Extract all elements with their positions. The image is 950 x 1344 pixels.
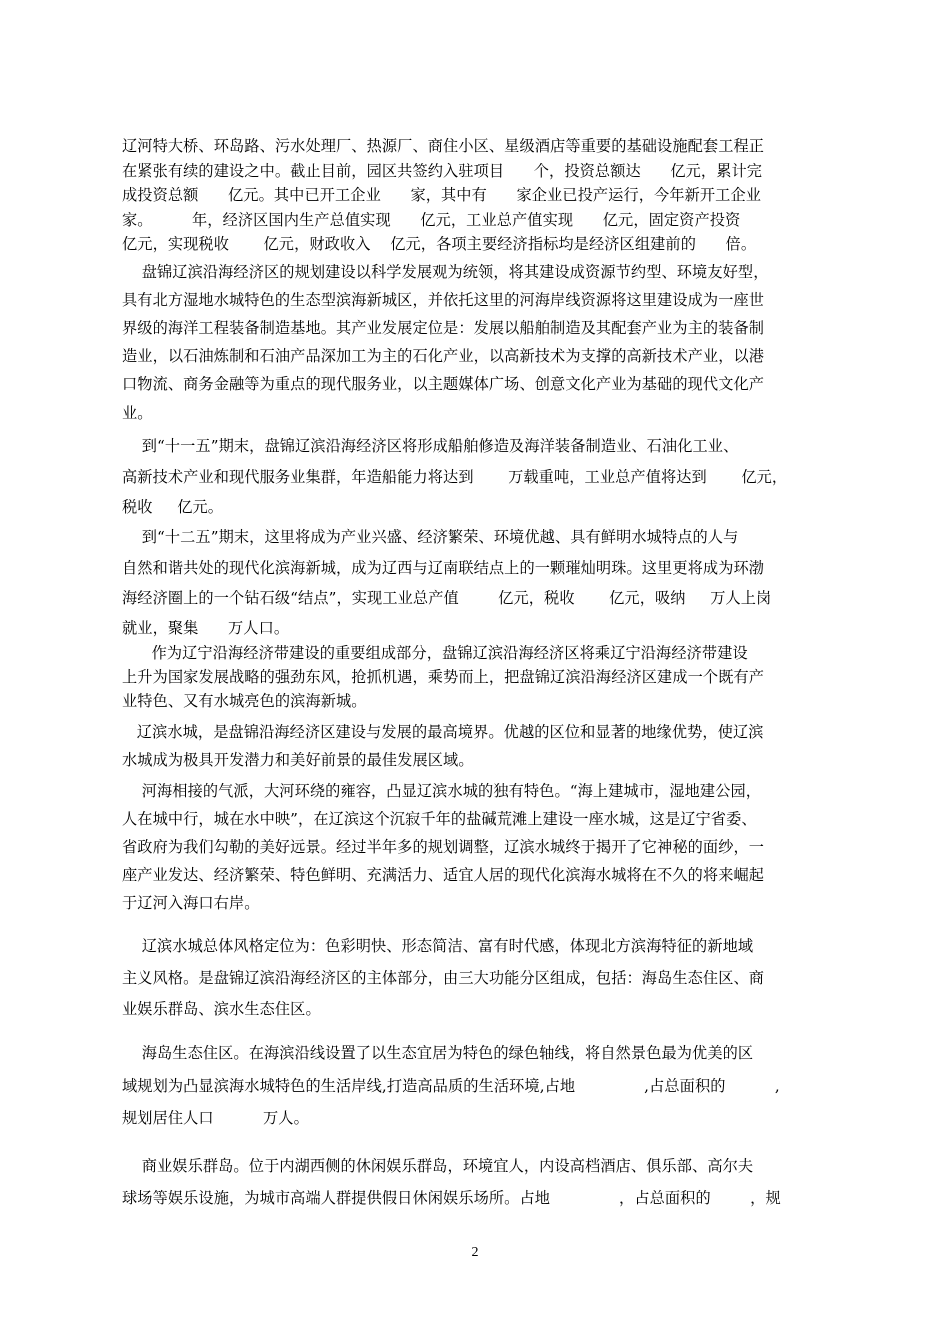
text-line: 具有北方湿地水城特色的生态型滨海新城区，并依托这里的河海岸线资源将这里建设成为一座世 bbox=[122, 291, 765, 309]
text-line: 造业，以石油炼制和石油产品深加工为主的石化产业，以高新技术为支撑的高新技术产业，以港 bbox=[122, 347, 765, 365]
text-line: 辽河特大桥、环岛路、污水处理厂、热源厂、商住小区、星级酒店等重要的基础设施配套工程正 bbox=[122, 137, 765, 155]
text-line: 家。 年，经济区国内生产总值实现 亿元，工业总产值实现 亿元，固定资产投资 bbox=[122, 211, 741, 229]
text-line: 成投资总额 亿元。其中已开工企业 家，其中有 家企业已投产运行，今年新开工企业 bbox=[122, 186, 762, 204]
text-line: 税收 亿元。 bbox=[122, 498, 224, 516]
text-line: 海经济圈上的一个钻石级“结点”，实现工业总产值 亿元，税收 亿元，吸纳 万人上岗 bbox=[122, 589, 772, 607]
page-number: 2 bbox=[471, 1245, 479, 1260]
text-line: 业特色、又有水城亮色的滨海新城。 bbox=[122, 692, 367, 710]
text-line: 盘锦辽滨沿海经济区的规划建设以科学发展观为统领，将其建设成资源节约型、环境友好型， bbox=[122, 263, 769, 281]
text-line: 域规划为凸显滨海水城特色的生活岸线,打造高品质的生活环境,占地 ,占总面积的 , bbox=[122, 1077, 780, 1095]
text-line: 水城成为极具开发潜力和美好前景的最佳发展区域。 bbox=[122, 751, 474, 769]
text-line: 亿元，实现税收 亿元，财政收入 亿元，各项主要经济指标均是经济区组建前的 倍。 bbox=[122, 235, 757, 253]
text-line: 河海相接的气派，大河环绕的雍容，凸显辽滨水城的独有特色。“海上建城市，湿地建公园， bbox=[122, 782, 762, 800]
text-line: 球场等娱乐设施，为城市高端人群提供假日休闲娱乐场所。占地 ，占总面积的 ，规 bbox=[122, 1189, 781, 1207]
text-line: 口物流、商务金融等为重点的现代服务业，以主题媒体广场、创意文化产业为基础的现代文化产 bbox=[122, 375, 765, 393]
text-line: 上升为国家发展战略的强劲东风，抢抓机遇，乘势而上，把盘锦辽滨沿海经济区建成一个既有产 bbox=[122, 668, 765, 686]
text-line: 作为辽宁沿海经济带建设的重要组成部分，盘锦辽滨沿海经济区将乘辽宁沿海经济带建设 bbox=[122, 644, 748, 662]
text-line: 业娱乐群岛、滨水生态住区。 bbox=[122, 1000, 321, 1018]
text-line: 高新技术产业和现代服务业集群，年造船能力将达到 万载重吨，工业总产值将达到 亿元， bbox=[122, 468, 788, 486]
text-line: 业。 bbox=[122, 404, 153, 422]
text-line: 人在城中行，城在水中映”，在辽滨这个沉寂千年的盐碱荒滩上建设一座水城，这是辽宁省委、 bbox=[122, 810, 757, 828]
text-line: 自然和谐共处的现代化滨海新城，成为辽西与辽南联结点上的一颗璀灿明珠。这里更将成为环渤 bbox=[122, 559, 765, 577]
text-line: 界级的海洋工程装备制造基地。其产业发展定位是：发展以船舶制造及其配套产业为主的装备制 bbox=[122, 319, 765, 337]
text-line: 辽滨水城，是盘锦沿海经济区建设与发展的最高境界。优越的区位和显著的地缘优势，使辽滨 bbox=[122, 723, 764, 741]
text-line: 省政府为我们勾勒的美好远景。经过半年多的规划调整，辽滨水城终于揭开了它神秘的面纱，一 bbox=[122, 838, 765, 856]
text-line: 座产业发达、经济繁荣、特色鲜明、充满活力、适宜人居的现代化滨海水城将在不久的将来崛起 bbox=[122, 866, 765, 884]
text-line: 海岛生态住区。在海滨沿线设置了以生态宜居为特色的绿色轴线，将自然景色最为优美的区 bbox=[122, 1044, 754, 1062]
text-line: 主义风格。是盘锦辽滨沿海经济区的主体部分，由三大功能分区组成，包括：海岛生态住区、商 bbox=[122, 969, 765, 987]
text-line: 就业，聚集 万人口。 bbox=[122, 619, 290, 637]
text-line: 在紧张有续的建设之中。截止目前，园区共签约入驻项目 个，投资总额达 亿元，累计完 bbox=[122, 162, 763, 180]
text-line: 商业娱乐群岛。位于内湖西侧的休闲娱乐群岛，环境宜人，内设高档酒店、俱乐部、高尔夫 bbox=[122, 1157, 754, 1175]
text-line: 规划居住人口 万人。 bbox=[122, 1109, 309, 1127]
text-line: 辽滨水城总体风格定位为：色彩明快、形态简洁、富有时代感，体现北方滨海特征的新地域 bbox=[122, 937, 754, 955]
text-line: 到“十一五”期末，盘锦辽滨沿海经济区将形成船舶修造及海洋装备制造业、石油化工业、 bbox=[122, 437, 739, 455]
text-line: 到“十二五”期末，这里将成为产业兴盛、经济繁荣、环境优越、具有鲜明水城特点的人与 bbox=[122, 528, 739, 546]
text-line: 于辽河入海口右岸。 bbox=[122, 894, 260, 912]
